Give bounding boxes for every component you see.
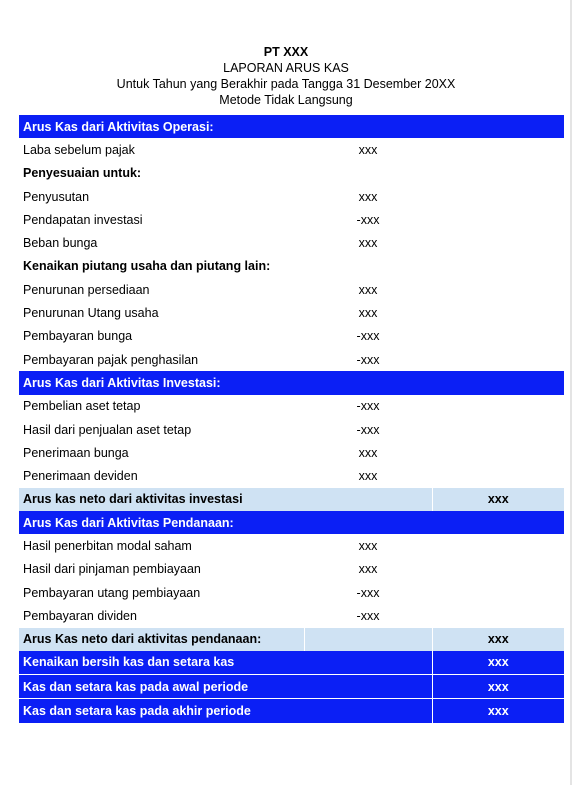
row-total xyxy=(432,162,564,185)
table-row xyxy=(19,278,564,301)
row-amount: xxx xyxy=(358,282,378,297)
row-label: Pendapatan investasi xyxy=(23,212,143,227)
row-total xyxy=(432,604,564,627)
table-row xyxy=(19,534,564,557)
subtotal-row-investing xyxy=(19,488,564,511)
row-total xyxy=(432,278,564,301)
report-header xyxy=(0,44,572,108)
row-total xyxy=(432,418,564,441)
section-title: Arus Kas dari Aktivitas Pendanaan: xyxy=(19,511,564,534)
row-amount: xxx xyxy=(358,306,378,321)
table-row xyxy=(19,581,564,604)
row-label: Pembayaran bunga xyxy=(23,329,133,344)
section-header-operating xyxy=(19,115,564,138)
row-label: Pembelian aset tetap xyxy=(23,399,141,414)
row-amount: -xxx xyxy=(356,422,380,437)
row-amount: xxx xyxy=(358,142,378,157)
table-row xyxy=(19,162,564,185)
row-total xyxy=(432,325,564,348)
section-title: Arus Kas dari Aktivitas Operasi: xyxy=(19,115,564,138)
summary-label: Kas dan setara kas pada awal periode xyxy=(19,675,432,699)
table-row xyxy=(19,185,564,208)
summary-row-ending-cash xyxy=(19,699,564,723)
subtotal-row-financing xyxy=(19,628,564,651)
table-row xyxy=(19,301,564,324)
summary-row-net-increase xyxy=(19,651,564,675)
row-total xyxy=(432,138,564,161)
summary-row-beginning-cash xyxy=(19,675,564,699)
row-total xyxy=(432,301,564,324)
table-row xyxy=(19,604,564,627)
row-label: Hasil dari pinjaman pembiayaan xyxy=(23,562,201,577)
table-row xyxy=(19,558,564,581)
row-amount xyxy=(304,255,432,278)
row-label: Kenaikan piutang usaha dan piutang lain: xyxy=(23,259,271,274)
summary-value: xxx xyxy=(432,699,564,723)
row-label: Penerimaan deviden xyxy=(23,469,138,484)
row-amount: -xxx xyxy=(356,608,380,623)
row-amount: xxx xyxy=(358,189,378,204)
row-amount: xxx xyxy=(358,469,378,484)
report-method: Metode Tidak Langsung xyxy=(219,93,353,107)
row-total xyxy=(432,534,564,557)
row-total xyxy=(432,231,564,254)
row-label: Pembayaran dividen xyxy=(23,608,137,623)
row-label: Penyesuaian untuk: xyxy=(23,166,142,181)
row-label: Pembayaran pajak penghasilan xyxy=(23,352,199,367)
row-amount: -xxx xyxy=(356,329,380,344)
table-row xyxy=(19,208,564,231)
row-total xyxy=(432,395,564,418)
table-row xyxy=(19,441,564,464)
row-amount: -xxx xyxy=(356,212,380,227)
row-total xyxy=(432,208,564,231)
subtotal-value: xxx xyxy=(432,488,564,511)
table-row xyxy=(19,464,564,487)
row-total xyxy=(432,348,564,371)
summary-value: xxx xyxy=(432,651,564,675)
row-label: Penyusutan xyxy=(23,189,90,204)
summary-value: xxx xyxy=(432,675,564,699)
subtotal-label: Arus kas neto dari aktivitas investasi xyxy=(19,488,432,511)
report-title: LAPORAN ARUS KAS xyxy=(223,61,349,75)
row-label: Hasil penerbitan modal saham xyxy=(23,538,192,553)
row-amount: -xxx xyxy=(356,399,380,414)
row-amount: xxx xyxy=(358,445,378,460)
row-total xyxy=(432,441,564,464)
section-header-financing xyxy=(19,511,564,534)
summary-label: Kenaikan bersih kas dan setara kas xyxy=(19,651,432,675)
cash-flow-table xyxy=(19,115,564,724)
table-row xyxy=(19,418,564,441)
row-total xyxy=(432,581,564,604)
row-total xyxy=(432,464,564,487)
table-row xyxy=(19,325,564,348)
row-total xyxy=(432,558,564,581)
row-label: Pembayaran utang pembiayaan xyxy=(23,585,201,600)
subtotal-label: Arus Kas neto dari aktivitas pendanaan: xyxy=(19,628,304,651)
table-row xyxy=(19,255,564,278)
section-title: Arus Kas dari Aktivitas Investasi: xyxy=(19,371,564,394)
row-label: Penurunan persediaan xyxy=(23,282,150,297)
table-row xyxy=(19,138,564,161)
summary-label: Kas dan setara kas pada akhir periode xyxy=(19,699,432,723)
row-amount: -xxx xyxy=(356,352,380,367)
row-total xyxy=(432,255,564,278)
subtotal-value: xxx xyxy=(432,628,564,651)
row-label: Penurunan Utang usaha xyxy=(23,306,159,321)
company-name: PT XXX xyxy=(263,45,309,59)
section-header-investing xyxy=(19,371,564,394)
row-amount: xxx xyxy=(358,538,378,553)
row-amount xyxy=(304,162,432,185)
row-label: Penerimaan bunga xyxy=(23,445,129,460)
subtotal-spacer xyxy=(304,628,432,651)
table-row xyxy=(19,348,564,371)
table-row xyxy=(19,395,564,418)
row-total xyxy=(432,185,564,208)
table-row xyxy=(19,231,564,254)
row-amount: -xxx xyxy=(356,585,380,600)
row-label: Beban bunga xyxy=(23,236,98,251)
row-amount: xxx xyxy=(358,562,378,577)
row-label: Hasil dari penjualan aset tetap xyxy=(23,422,192,437)
report-period: Untuk Tahun yang Berakhir pada Tangga 31 Desember 20XX xyxy=(116,77,456,91)
row-amount: xxx xyxy=(358,236,378,251)
row-label: Laba sebelum pajak xyxy=(23,142,135,157)
